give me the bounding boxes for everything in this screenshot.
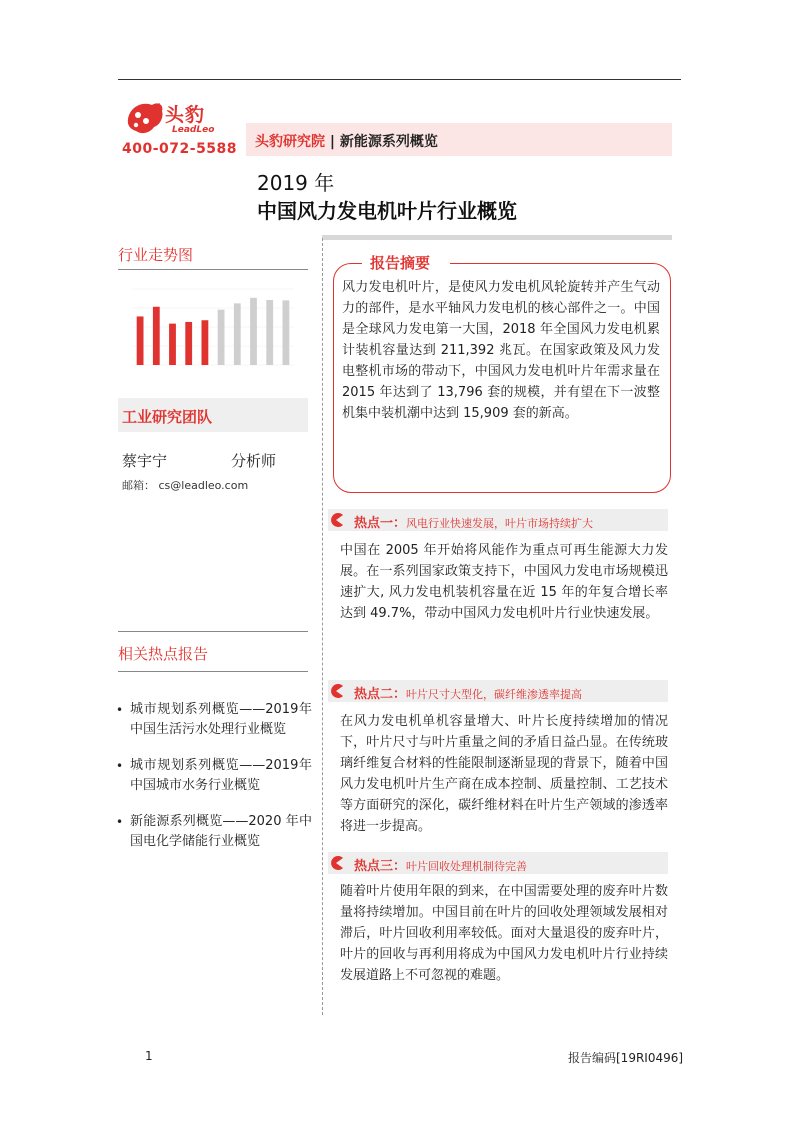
trend-chart — [118, 283, 298, 373]
chart-bar — [201, 320, 208, 365]
brand-name-en: LeadLeo — [172, 125, 215, 135]
report-title: 中国风力发电机叶片行业概览 — [257, 199, 517, 223]
hot-point-2-text: 在风力发电机单机容量增大、叶片长度持续增加的情况下，叶片尺寸与叶片重量之间的矛盾日益凸显。在传统玻璃纤维复合材料的性能限制逐渐显现的背景下，随着中国风力发电机叶片生产商在成本控制、质量控制、工艺技术等方面研究的深化，碳纤维材料在叶片生产领域的渗透率将进一步提高。 — [340, 714, 668, 834]
column-divider — [322, 238, 323, 1015]
series-name: 新能源系列概览 — [339, 134, 438, 150]
summary-label: 报告摘要 — [370, 254, 431, 272]
brand-name-cn: 头豹 — [165, 104, 206, 126]
report-year: 2019 年 — [257, 171, 335, 195]
related-heading: 相关热点报告 — [118, 645, 209, 663]
summary-text: 风力发电机叶片，是使风力发电机风轮旋转并产生气动力的部件，是水平轴风力发电机的核心部件之一。中国是全球风力发电第一大国，2018 年全国风力发电机累计装机容量达到 211,392 兆瓦。在国家政策及风力发电整机市场的带动下，中国风力发电机叶片年需求量在 2015 年达到了 13,796 套的规模，并有望在下一波整机集中装机潮中达到 15,909 套的新高。 — [342, 280, 660, 421]
chart-bar — [234, 303, 241, 365]
pacman-icon — [328, 512, 344, 528]
team-heading: 工业研究团队 — [122, 408, 213, 426]
related-item[interactable]: • 新能源系列概览——2020 年中国电化学储能行业概览 — [116, 814, 312, 849]
email-link[interactable]: cs@leadleo.com — [158, 479, 249, 492]
series-separator: | — [329, 134, 335, 150]
hot-point-3-title: 热点三：叶片回收处理机制待完善 — [354, 859, 528, 874]
email-label: 邮箱： — [122, 479, 155, 492]
page-number: 1 — [145, 1049, 153, 1063]
report-code: 报告编码[19RI0496] — [568, 1051, 684, 1065]
chart-bar — [218, 310, 225, 365]
chart-bar — [185, 322, 192, 365]
hot-point-1-title: 热点一：风电行业快速发展，叶片市场持续扩大 — [354, 516, 594, 531]
chart-bar — [282, 300, 289, 365]
related-item[interactable]: • 城市规划系列概览——2019年中国城市水务行业概览 — [116, 758, 312, 793]
hot-point-2-title: 热点二：叶片尺寸大型化，碳纤维渗透率提高 — [354, 687, 583, 702]
chart-bar — [137, 316, 144, 365]
team-person: 蔡宇宁 — [122, 452, 168, 470]
brand-phone: 400-072-5588 — [122, 141, 238, 157]
trend-heading-rule — [118, 269, 308, 270]
title-underline — [322, 235, 672, 240]
related-list — [116, 700, 312, 868]
institute-name: 头豹研究院 — [255, 134, 325, 150]
chart-bar — [169, 324, 176, 365]
hot-point-1-text: 中国在 2005 年开始将风能作为重点可再生能源大力发展。在一系列国家政策支持下，中国风力发电市场规模迅速扩大, 风力发电机装机容量在近 15 年的年复合增长率达到 49.7%，带动中国风力发电机叶片行业快速发展。 — [340, 543, 668, 621]
chart-bar — [153, 307, 160, 365]
team-role: 分析师 — [231, 452, 277, 470]
trend-heading: 行业走势图 — [118, 246, 194, 264]
related-top-rule — [118, 631, 308, 632]
series-line — [255, 131, 438, 151]
related-heading-rule — [118, 671, 308, 672]
hot-point-3-text: 随着叶片使用年限的到来，在中国需要处理的废弃叶片数量将持续增加。中国目前在叶片的回收处理领域发展相对滞后，叶片回收利用率较低。面对大量退役的废弃叶片，叶片的回收与再利用将成为中国风力发电机叶片行业持续发展道路上不可忽视的难题。 — [340, 884, 668, 983]
pacman-icon — [328, 855, 344, 871]
chart-bar — [250, 298, 257, 365]
top-rule — [118, 79, 681, 80]
chart-bar — [266, 300, 273, 365]
email-line — [122, 477, 248, 493]
pacman-icon — [328, 683, 344, 699]
related-item[interactable]: • 城市规划系列概览——2019年中国生活污水处理行业概览 — [116, 702, 312, 737]
